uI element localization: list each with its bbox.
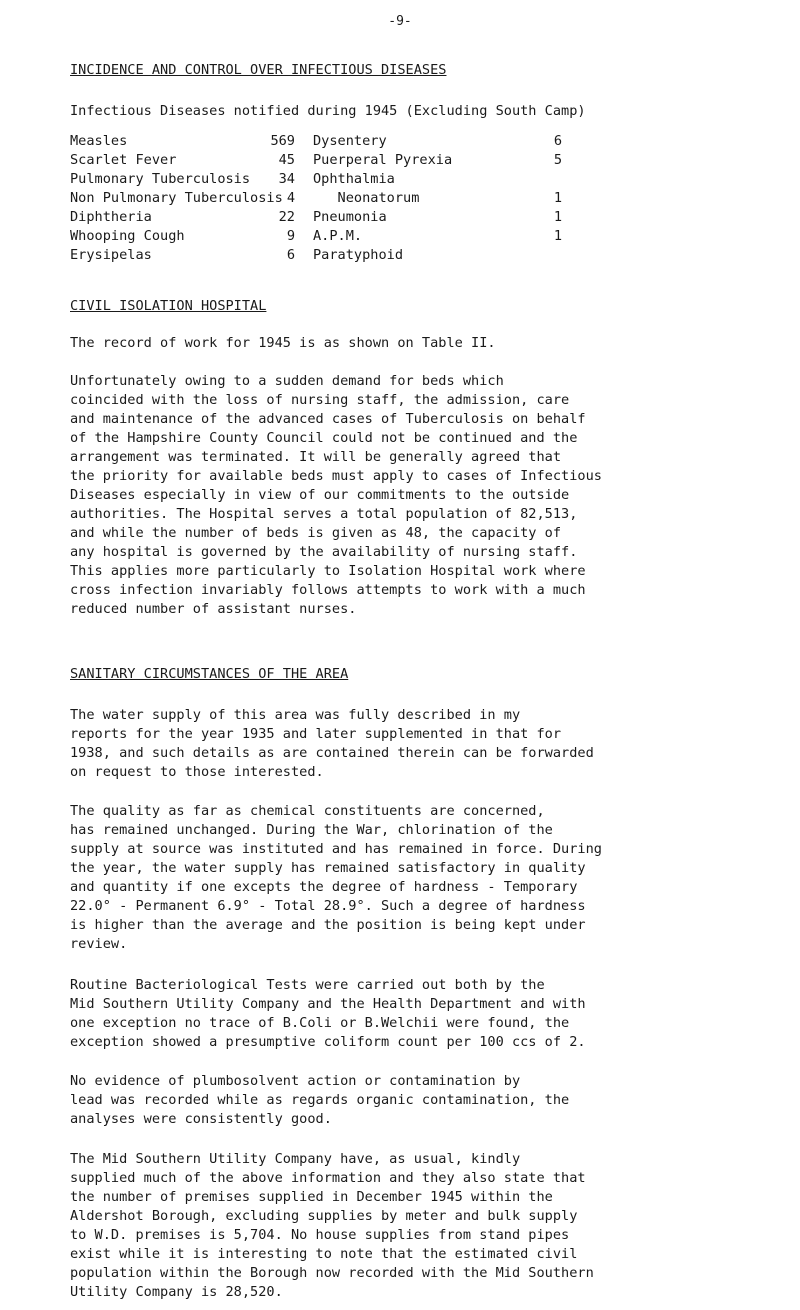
sanitary-paragraph-3: Routine Bacteriological Tests were carried out both by the Mid Southern Utility Company and the Health Department and with one exception no trace of B.Coli or B.Welchii were found, the exception showed a presumptive coliform count per 100 ccs of 2. — [70, 977, 586, 1050]
disease-count: 1 — [553, 228, 562, 244]
disease-name: A.P.M. — [313, 228, 363, 244]
disease-name: Diphtheria — [70, 209, 152, 225]
sanitary-paragraph-2: The quality as far as chemical constituents are concerned, has remained unchanged. During the War, chlorination of the supply at source was instituted and has remained in force. During the year, the water supply has remained satisfactory in quality and quantity if one excepts the degree of hardness - Temporary 22.0° - Permanent 6.9° - Total 28.9°. Such a degree of hardness is higher than the average and the position is being kept under review. — [70, 803, 602, 952]
disease-name: Dysentery — [313, 133, 387, 149]
disease-count: 6 — [286, 247, 295, 263]
sanitary-paragraph-4: No evidence of plumbosolvent action or contamination by lead was recorded while as regards organic contamination, the analyses were consistently good. — [70, 1073, 570, 1127]
disease-count: 6 — [553, 133, 562, 149]
sanitary-paragraph-1: The water supply of this area was fully described in my reports for the year 1935 and later supplemented in that for 1938, and such details as are contained therein can be forwarded on request to those interested. — [70, 707, 594, 780]
disease-count: 5 — [553, 152, 562, 168]
disease-count: 34 — [278, 171, 295, 187]
disease-name: Ophthalmia — [313, 171, 395, 187]
disease-name: Scarlet Fever — [70, 152, 177, 168]
disease-count: 45 — [278, 152, 295, 168]
disease-count: 22 — [278, 209, 295, 225]
disease-name: Neonatorum — [313, 190, 420, 206]
heading-sanitary-circumstances: SANITARY CIRCUMSTANCES OF THE AREA — [70, 666, 349, 682]
disease-name: Erysipelas — [70, 247, 152, 263]
heading-infectious-diseases: INCIDENCE AND CONTROL OVER INFECTIOUS DISEASES — [70, 62, 447, 78]
disease-name: Pneumonia — [313, 209, 387, 225]
disease-name: Paratyphoid — [313, 247, 404, 263]
disease-count: 9 — [286, 228, 295, 244]
disease-name: Whooping Cough — [70, 228, 185, 244]
disease-name: Non Pulmonary Tuberculosis — [70, 190, 283, 206]
disease-name: Puerperal Pyrexia — [313, 152, 453, 168]
sanitary-paragraph-5: The Mid Southern Utility Company have, as usual, kindly supplied much of the above information and they also state that the number of premises supplied in December 1945 within the Aldershot Borough, excluding supplies by meter and bulk supply to W.D. premises is 5,704. No house supplies from stand pipes exist while it is interesting to note that the estimated civil population within the Borough now recorded with the Mid Southern Utility Company is 28,520. — [70, 1151, 594, 1300]
hospital-paragraph-1: The record of work for 1945 is as shown on Table II. — [70, 335, 496, 351]
page-number: -9- — [388, 14, 412, 29]
disease-count: 569 — [270, 133, 295, 149]
disease-name: Pulmonary Tuberculosis — [70, 171, 251, 187]
disease-count: 1 — [553, 190, 562, 206]
notified-intro: Infectious Diseases notified during 1945 (Excluding South Camp) — [70, 103, 586, 119]
disease-count: 4 — [286, 190, 295, 206]
heading-civil-isolation-hospital: CIVIL ISOLATION HOSPITAL — [70, 298, 267, 314]
disease-count: 1 — [553, 209, 562, 225]
hospital-paragraph-2: Unfortunately owing to a sudden demand for beds which coincided with the loss of nursing staff, the admission, care and maintenance of the advanced cases of Tuberculosis on behalf of the Hampshire County Council could not be continued and the arrangement was terminated. It will be generally agreed that the priority for available beds must apply to cases of Infectious Diseases especially in view of our commitments to the outside authorities. The Hospital serves a total population of 82,513, and while the number of beds is given as 48, the capacity of any hospital is governed by the availability of nursing staff. This applies more particularly to Isolation Hospital work where cross infection invariably follows attempts to work with a much reduced number of assistant nurses. — [70, 373, 602, 617]
disease-name: Measles — [70, 133, 128, 149]
